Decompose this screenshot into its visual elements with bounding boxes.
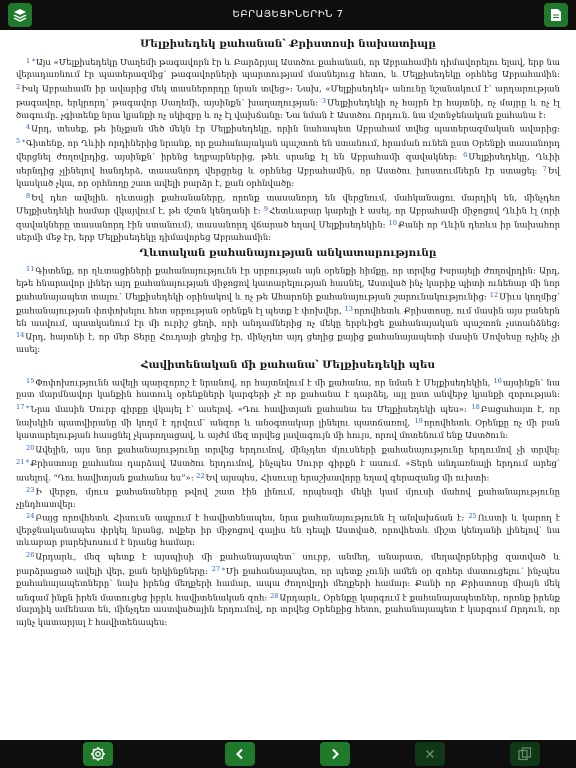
copy-button[interactable] [510,742,540,766]
verse-text: Եվ այսպես, Հիսուսը երաշխավորը եղավ գերազանց մի ուխտի: [205,472,490,483]
verse-text: “Դու հավիտյան քահանա ես”»: [53,472,194,483]
verse-text: Բացահայտ է, որ նախկին պատվիրանը մի կողմ է դրվում՝ անզոր և անօգտակար լինելու պատճառով, [16,403,561,428]
copy-icon [518,747,532,761]
section-heading: Մելքիսեդեկ քահանան՝ Քրիստոսի նախատիպը [140,38,436,50]
verse-text: Նրա մասին Սուրբ գիրքը վկայել է՝ ասելով. «Դու հավիտյան քահանա ես Մելքիսեդեկի պես»: [30,403,467,414]
footnote-star-icon[interactable]: ∗ [25,457,31,466]
verse-text: որովհետև Օրենքը ոչ մի բան կատարելության հասցնել չկարողացավ, և այժմ մեզ տրվեց լավագույն մի հույս, որով մոտենում ենք Աստծուն: [16,417,561,441]
verse-number[interactable]: 22 [196,471,205,480]
verse-number[interactable]: 13 [344,304,353,313]
verse-text: Եվ դեռ ավելին. ղևտացի քահանաները, որոնք տասանորդ են վերցնում, մահկանացու մարդիկ են, մինչդեռ Մելքիսեդեկի համար վկայվում է, թե մշտն կենդանի է: [16,192,560,216]
verse-text: Միւս կողմից՝ քահանայության փոփոխելու հետ սրբության օրենքն էլ պետք է փոխվեր, [16,291,560,316]
settings-icon [90,746,106,762]
next-icon [329,748,341,760]
verse-number[interactable]: 5 [16,137,21,146]
verse-number[interactable]: 10 [388,219,397,228]
verse-number[interactable]: 9 [263,205,269,214]
paragraph [16,375,560,442]
verse-number[interactable]: 16 [493,376,502,385]
verse-text: Իսկ Աբրահամն իր ավարից մեկ տասներորդը նրան տվեց»: Նախ, «Մելքիսեդեկ» անունը նշանակում է՝ արդարության թագավոր, երկրորդ՝ թագավոր Սաղեմի, այսինքն՝ խաղաղության: [16,83,560,108]
footnote-star-icon[interactable]: ∗ [221,564,226,573]
chapter-text[interactable] [0,30,576,740]
previous-chapter-button[interactable] [225,742,255,766]
document-button[interactable] [544,3,568,27]
paragraph [16,190,560,244]
verse-text: Բայց որովհետև Հիսուսն ապրում է հավիտենապես, նրա քահանայությունն էլ անվախճան է: [35,512,465,523]
verse-number[interactable]: 18 [471,403,480,412]
footnote-star-icon[interactable]: ∗ [25,402,31,411]
verse-number[interactable]: 7 [542,165,547,174]
verse-number[interactable]: 8 [26,191,31,200]
top-bar [0,0,576,30]
section-heading: Ղևտական քահանայության անկատարությունը [139,246,437,259]
verse-text: Մելքիսեդեկի ոչ հայրն էր հայտնի, ոչ մայրը և ոչ էլ ծագումը. չգիտենք նրա կյանքի ոչ սկիզբը և ոչ էլ վախճանը: Նա նման է Աստծու Որդուն. նա մշտնջենական քահանա է: [16,97,560,120]
paragraph [16,121,560,190]
verse-text: Արդ, տեսեք, թե ինչքան մեծ մեկն էր Մելքիսեդեկը, որին նահապետ Աբրահամ տվեց պատերազմական ավարից: [31,123,560,134]
verse-text: Մի քահանայապետ, որ պետք չունի ամեն օր զոհեր մատուցելու՝ ինչպես քահանայապետները՝ նախ իրենց մեղքերի համար, ապա ժողովրդի մեղքերի համար: Քանի որ Քրիստոսը միայն մեկ անգամ ինքն իրեն մատուցեց իբրև հավիտենական զոհ: [16,565,560,603]
verse-text: Գիտենք, որ ղևտացիների քահանայությունն էր սրբության այն օրենքի հիմքը, որ տրվեց Իսրայելի ժողովրդին: Արդ, եթե հնարավոր լիներ այդ քահանայության միջոցով կատարելության հասնել, Աստված ինչ կարիք պիտի ունենար մի նոր քահանայապետ տալու՝ Մելքիսեդեկի օրինակով և ոչ թե Ահարոնի քահանայության շարունակությունից: [16,265,560,302]
bottom-toolbar [0,740,576,768]
verse-number[interactable]: 26 [26,550,35,559]
verse-text: Արդ, հայտնի է, որ մեր Տերը Հուդայի ցեղից էր, մինչդեռ այդ ցեղից քայից քահանայապետի մասին Մովսեսը ոչինչ չի ասել: [16,331,560,355]
verse-number[interactable]: 27 [211,565,221,574]
layers-button[interactable] [8,3,32,27]
layers-icon [13,8,27,22]
verse-text: որովհետև Քրիստոսը, ում մասին այս բաներն են ասվում, պատկանում էր մի ուրիշ ցեղի, որի անդամներից ոչ մեկը երբևիցե քահանայական պաշտոն չստանձնեց: [16,305,561,328]
verse-text: Արդարև, Օրենքը կարգում է քահանայապետներ, որոնք իրենք մարդիկ ամենատ են, մինչդեռ աստվածային երդումով, որ տրվեց Օրենքից հետո, քահանայապետ է կարգում Որդուն, որ այնչ կատարյալ է հավիտենապես: [16,592,560,627]
paragraph [16,484,560,510]
verse-number[interactable]: 21 [16,457,25,466]
settings-button[interactable] [83,742,113,766]
document-icon [550,8,562,22]
verse-number[interactable]: 6 [463,151,468,160]
verse-text: Հետևաբար կարելի է ասել, որ Աբրահամի միջոցով Ղևին էլ (որի զավակները տասանորդ էին ստանում), տասանորդ վճարած եղավ Մելքիսեդեկին: [16,205,561,230]
verse-number[interactable]: 20 [26,443,35,452]
verse-text: այսինքն՝ նա ըստ մարմնավոր կանքին հատուկ օրենքների կարգերի չէ որ քահանա է դարձել, այլ ըստ անվերջ կյանքի զորության: [16,377,560,400]
footnote-star-icon[interactable]: ∗ [21,136,26,145]
verse-text: Ուստի և կարող է վերջնականապես փրկել նրանց, ովքեր իր միջոցով գալիս են դեպի Աստված, որովհետև միշտ կենդանի լինելով՝ նա տևաբար բարեխոսում է նրանց համար: [16,512,560,548]
verse-number[interactable]: 14 [16,331,25,340]
verse-number[interactable]: 24 [26,512,35,521]
verse-text: Գիտենք, որ Ղևիի որդիներից նրանք, որ քահանայական պաշտոն են ստանում, հրաման ունեն ըստ Օրենքի տասանորդ վերցնել ժողովրդից, այսինքն՝ իրենց եղբայրներից, թեև սրանք էլ են Աբրահամի զավակներ: [16,137,560,162]
verse-text: «Տերն անդառնալի երդում արեց՝ ասելով. [16,458,560,483]
verse-text: Քանի որ Ղևին դեռևս իր նախահոր սերմի մեջ էր, երբ Մելքիսեդեկը դիմավորեց Աբրահամին: [16,219,561,243]
section-heading: Հավիտենական մի քահանա՝ Մելքիսեդեկի պես [141,358,435,371]
chapter-title: ԵԲՐԱՅԵՑԻՆԵՐԻՆ 7 [232,9,344,20]
verse-text: Ավելին, այս նոր քահանայությունը տրվեց երդումով, մինչդեռ մյուսների քահանայությունը երդումով չի տրվել: [35,444,560,455]
verse-number[interactable]: 4 [26,123,31,132]
verse-text: Արդարև, մեզ պետք է այսպիսի մի քահանայապետ՝ սուրբ, անմեղ, անարատ, մեղավորներից զատված և բարձրացած ավելի վեր, քան երկինքները: [16,551,560,576]
verse-number[interactable]: 15 [26,376,35,385]
verse-number[interactable]: 19 [414,417,423,426]
verse-number[interactable]: 12 [489,291,499,299]
verse-number[interactable]: 2 [16,82,21,91]
verse-text: Փոփոխությունն ավելի պարզորոշ է նրանով, որ հայտնվում է մի քահանա, որ նման է Մելքիսեդեկին, [35,377,491,388]
verse-number[interactable]: 28 [270,591,279,600]
previous-icon [234,748,246,760]
verse-number[interactable]: 17 [16,403,25,412]
paragraph [16,510,560,549]
paragraph [16,263,560,356]
verse-text: Քրիստոսը քահանա դարձավ Աստծու երդումով, ինչպես Սուրբ գիրքն է ասում. [30,458,401,469]
footnote-star-icon[interactable]: ∗ [31,56,36,64]
paragraph [16,549,560,628]
verse-text: Եվ կասկած չկա, որ օրհնողը շատ ավելի բարձր է, քան օրհնվածը: [16,165,560,189]
paragraph [16,442,560,484]
verse-text: Մելքիսեդեկը, Ղևիի սերնդից չլինելով հանդերձ, տասանորդ վերցրեց և օրհնեց Աբրահամին, որ Աստծու խոստումներն էր ստացել: [16,151,561,176]
verse-number[interactable]: 23 [26,485,35,494]
close-icon [425,749,435,759]
close-button[interactable] [415,742,445,766]
verse-number[interactable]: 11 [26,264,35,273]
verse-number[interactable]: 1 [26,56,31,65]
verse-number[interactable]: 3 [321,96,327,105]
next-chapter-button[interactable] [320,742,350,766]
verse-number[interactable]: 25 [468,512,477,521]
verse-text: Ի վերջո, մյուս քահանաները թվով շատ էին լինում, որպեսզի մեկի կամ մյուսի մահով քահանայությունը չընդհատվեր: [16,486,560,509]
paragraph [16,54,560,121]
verse-text: Այս «Մելքիսեդեկը Սաղեմի թագավորն էր և Բարձրյալ Աստծու քահանան, որ Աբրահամին դիմավորելու ելավ, երբ նա վերադառնում էր պատերազմից՝ թագավորների պարտությամ մասնեյուց հետո, և Մելքիսեդեկը օրհնեց Աբրահամին: [16,57,560,80]
